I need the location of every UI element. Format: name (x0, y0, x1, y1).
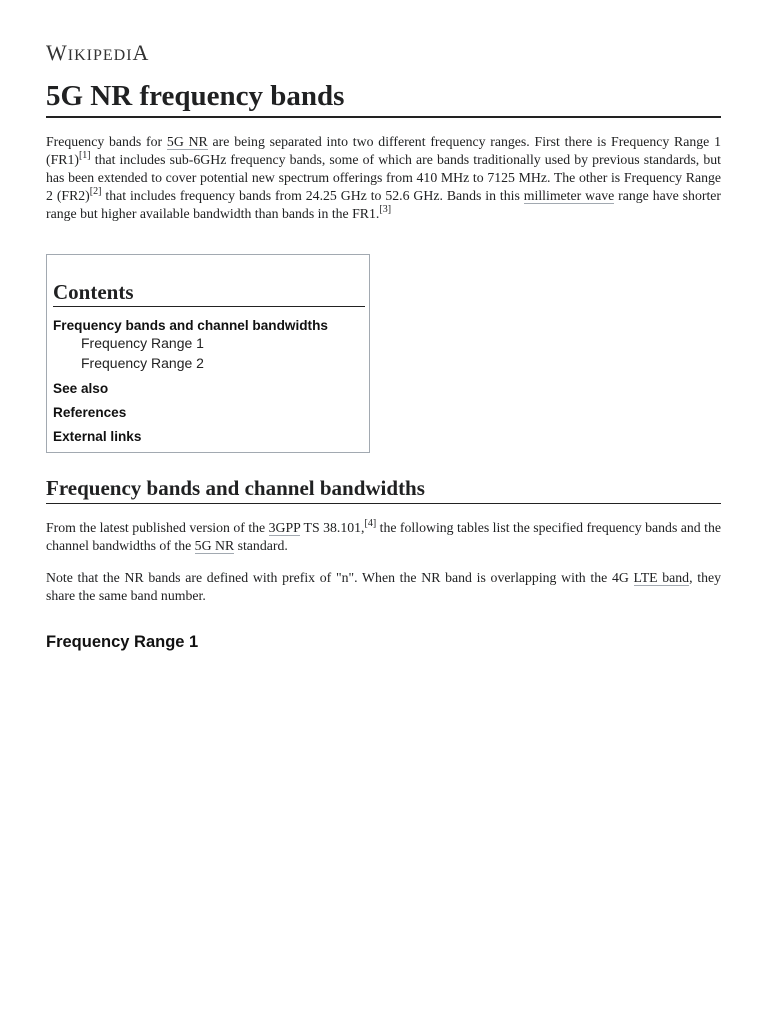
toc-item-frequency-range-1[interactable]: Frequency Range 1 (81, 335, 204, 351)
intro-text: that includes sub-6GHz frequency bands, some of which are bands traditionally used by previous standards, but has been extended to cover potential new spectrum offerings from 410 MHz to 7125 MHz. The other is Frequency Range 2 (FR2) (46, 151, 721, 203)
section-note-paragraph (46, 569, 721, 605)
wordmark-middle: IKIPEDI (67, 47, 133, 64)
intro-text: range have shorter range but higher available bandwidth than bands in the FR1. (46, 187, 721, 221)
page-title: 5G NR frequency bands (46, 80, 721, 118)
paragraph-text: TS 38.101, (300, 520, 365, 535)
toc-item-external-links[interactable]: External links (53, 429, 142, 444)
citation-1[interactable]: [1] (78, 149, 91, 161)
paragraph-text: From the latest published version of the (46, 520, 269, 535)
toc-item-references[interactable]: References (53, 405, 127, 420)
link-5g-nr-standard[interactable]: 5G NR (194, 537, 235, 553)
intro-text: that includes frequency bands from 24.25 GHz to 52.6 GHz. Bands in this (101, 187, 524, 203)
table-of-contents (46, 254, 370, 453)
link-lte-band[interactable]: LTE band (633, 570, 690, 585)
intro-paragraph (46, 133, 721, 223)
wordmark-initial: W (46, 40, 68, 65)
toc-title: Contents (53, 280, 365, 307)
paragraph-text: Note that the NR bands are defined with prefix of "n". When the NR band is overlapping with the 4G (46, 570, 634, 585)
toc-item-frequency-range-2[interactable]: Frequency Range 2 (81, 355, 204, 371)
citation-3[interactable]: [3] (379, 203, 392, 215)
link-millimeter-wave[interactable]: millimeter wave (523, 187, 615, 203)
citation-2[interactable]: [2] (89, 185, 102, 197)
intro-text: Frequency bands for (46, 134, 167, 149)
paragraph-text: the following tables list the specified frequency bands and the channel bandwidths of the (46, 520, 722, 553)
link-5g-nr[interactable]: 5G NR (166, 134, 208, 149)
wikipedia-wordmark[interactable] (46, 40, 149, 66)
paragraph-text: , they share the same band number. (46, 570, 721, 603)
citation-4[interactable]: [4] (364, 518, 377, 529)
link-3gpp[interactable]: 3GPP (268, 520, 301, 535)
section-heading-frequency-bands: Frequency bands and channel bandwidths (46, 475, 721, 504)
subsection-heading-frequency-range-1: Frequency Range 1 (46, 633, 199, 651)
section-paragraph (46, 519, 721, 555)
paragraph-text: standard. (234, 537, 288, 553)
intro-text: are being separated into two different frequency ranges. First there is Frequency Range 1 (FR1) (46, 134, 722, 167)
toc-item-see-also[interactable]: See also (53, 381, 109, 396)
wordmark-final: A (132, 40, 150, 65)
toc-item-frequency-bands[interactable]: Frequency bands and channel bandwidths (53, 318, 328, 333)
